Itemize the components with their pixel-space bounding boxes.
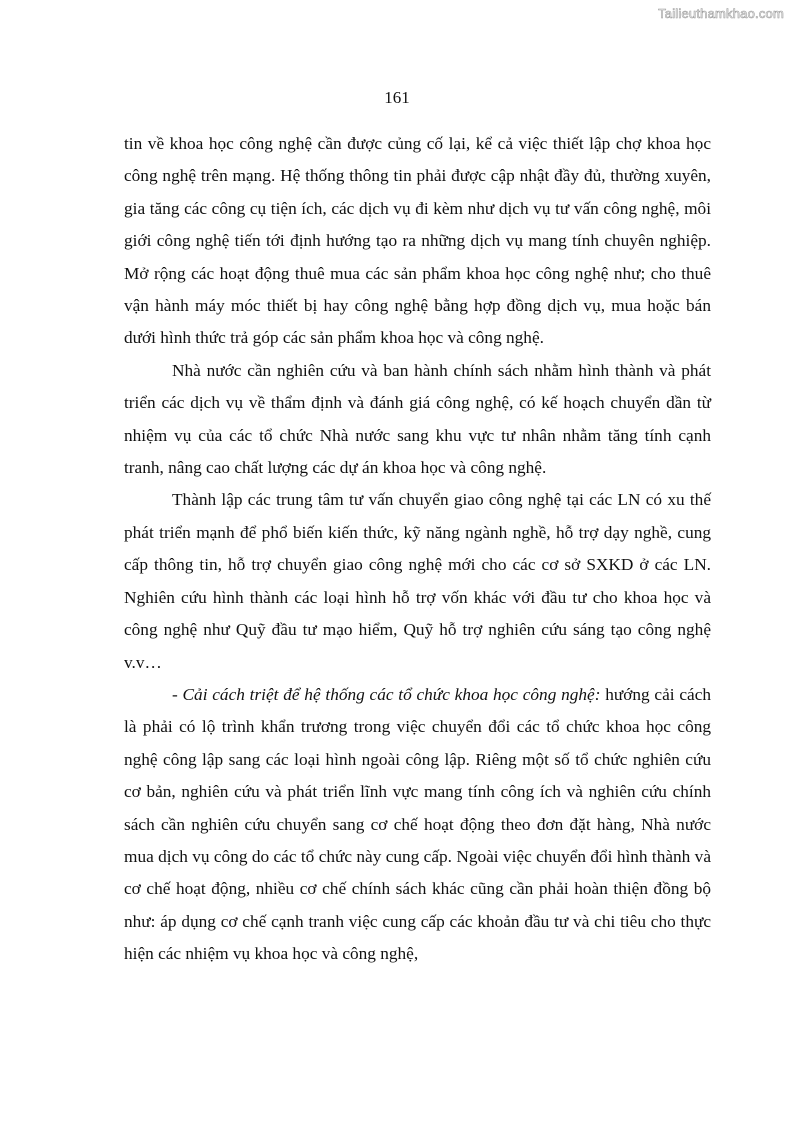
paragraph-consulting-centers — [124, 484, 711, 678]
document-body — [124, 128, 711, 971]
paragraph-state-policy — [124, 355, 711, 485]
paragraph-continuation — [124, 128, 711, 355]
paragraph-italic-heading: - Cải cách triệt để hệ thống các tổ chức khoa học công nghệ: — [172, 684, 601, 704]
paragraph-reform — [124, 679, 711, 971]
paragraph-text: tin về khoa học công nghệ cần được củng cố lại, kể cả việc thiết lập chợ khoa học công nghệ trên mạng. Hệ thống thông tin phải được cập nhật đầy đủ, thường xuyên, gia tăng các công cụ tiện ích, các dịch vụ đi kèm như dịch vụ tư vấn công nghệ, môi giới công nghệ tiến tới định hướng tạo ra những dịch vụ mang tính chuyên nghiệp. Mở rộng các hoạt động thuê mua các sản phẩm khoa học công nghệ như; cho thuê vận hành máy móc thiết bị hay công nghệ bằng hợp đồng dịch vụ, mua hoặc bán dưới hình thức trả góp các sản phẩm khoa học và công nghệ. — [124, 134, 711, 348]
paragraph-text: hướng cải cách là phải có lộ trình khẩn trương trong việc chuyển đổi các tổ chức khoa học công nghệ công lập sang các loại hình ngoài công lập. Riêng một số tổ chức nghiên cứu cơ bản, nghiên cứu và phát triển lĩnh vực mang tính công ích và nghiên cứu chính sách cần nghiên cứu chuyển sang cơ chế hoạt động theo đơn đặt hàng, Nhà nước mua dịch vụ công do các tổ chức này cung cấp. Ngoài việc chuyển đổi hình thành và cơ chế hoạt động, nhiều cơ chế chính sách khác cũng cần phải hoàn thiện đồng bộ như: áp dụng cơ chế cạnh tranh việc cung cấp các khoản đầu tư và chi tiêu cho thực hiện các nhiệm vụ khoa học và công nghệ, — [124, 684, 712, 964]
watermark-text: Tailieuthamkhao.com — [658, 6, 784, 21]
paragraph-text: Nhà nước cần nghiên cứu và ban hành chính sách nhằm hình thành và phát triển các dịch vụ về thẩm định và đánh giá công nghệ, có kế hoạch chuyển dần từ nhiệm vụ của các tổ chức Nhà nước sang khu vực tư nhân nhằm tăng tính cạnh tranh, nâng cao chất lượng các dự án khoa học và công nghệ. — [124, 360, 711, 478]
paragraph-text: Thành lập các trung tâm tư vấn chuyển giao công nghệ tại các LN có xu thế phát triển mạnh để phổ biến kiến thức, kỹ năng ngành nghề, hỗ trợ dạy nghề, cung cấp thông tin, hỗ trợ chuyển giao công nghệ mới cho các cơ sở SXKD ở các LN. Nghiên cứu hình thành các loại hình hỗ trợ vốn khác với đầu tư cho khoa học và công nghệ như Quỹ đầu tư mạo hiểm, Quỹ hỗ trợ nghiên cứu sáng tạo công nghệ v.v… — [124, 490, 711, 672]
page-number: 161 — [384, 88, 410, 107]
